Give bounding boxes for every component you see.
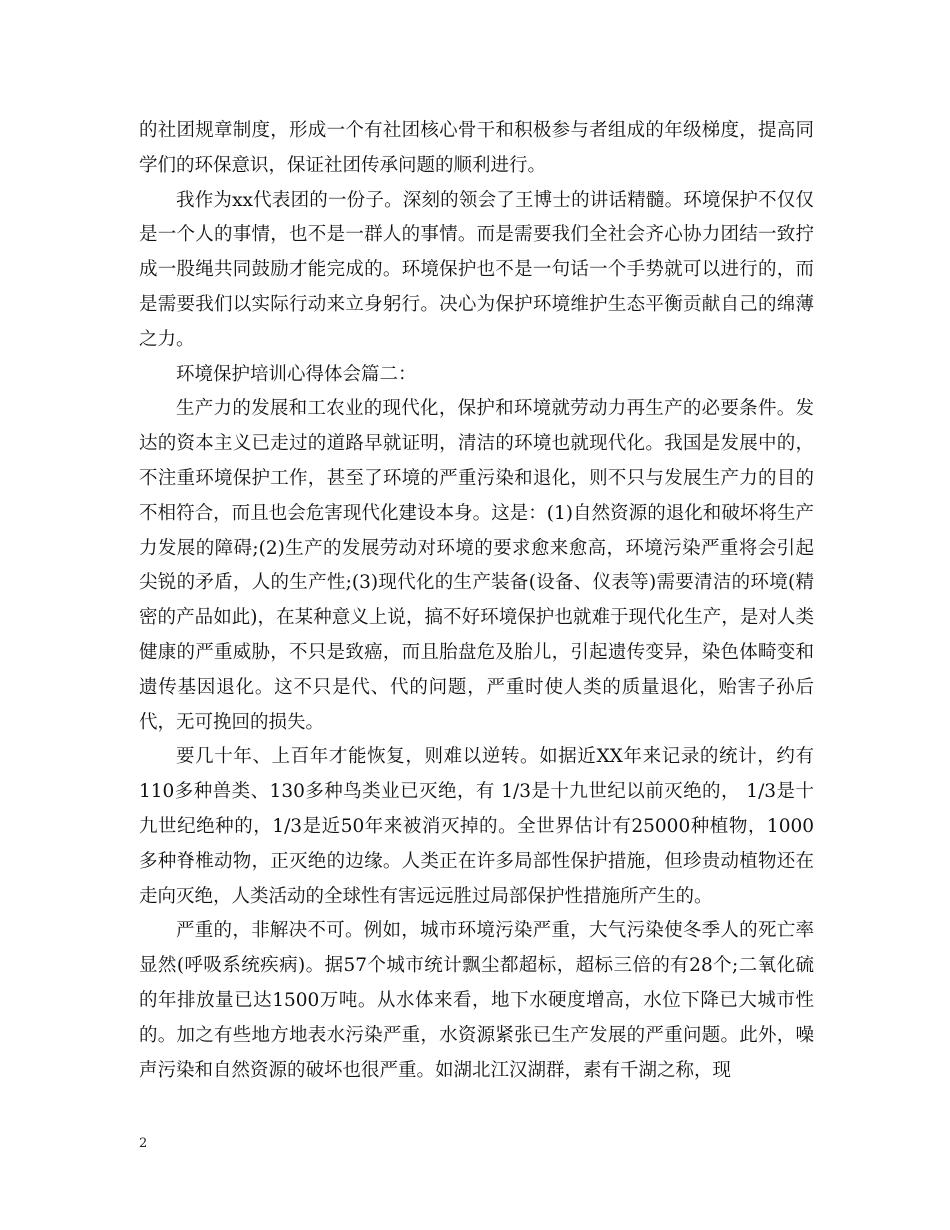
section-heading: 环境保护培训心得体会篇二： [176,363,417,385]
document-body [139,114,814,1088]
paragraph-1: 的社团规章制度，形成一个有社团核心骨干和积极参与者组成的年级梯度，提高同学们的环保意识，保证社团传承问题的顺利进行。 [139,120,814,176]
paragraph-3: 生产力的发展和工农业的现代化，保护和环境就劳动力再生产的必要条件。发达的资本主义已走过的道路早就证明，清洁的环境也就现代化。我国是发展中的，不注重环境保护工作，甚至了环境的严重污染和退化，则不只与发展生产力的目的不相符合，而且也会危害现代化建设本身。这是：(1)自然资源的退化和破坏将生产力发展的障碍;(2)生产的发展劳动对环境的要求愈来愈高，环境污染严重将会引起尖锐的矛盾，人的生产性;(3)现代化的生产装备(设备、仪表等)需要清洁的环境(精密的产品如此)，在某种意义上说，搞不好环境保护也就难于现代化生产，是对人类健康的严重威胁，不只是致癌，而且胎盘危及胎儿，引起遗传变异，染色体畸变和遗传基因退化。这不只是代、代的问题，严重时使人类的质量退化，贻害子孙后代，无可挽回的损失。 [139,398,814,733]
paragraph-4: 要几十年、上百年才能恢复，则难以逆转。如据近XX年来记录的统计，约有110多种兽类、130多种鸟类业已灭绝，有 1/3是十九世纪以前灭绝的， 1/3是十九世纪绝种的，1/3是近50年来被消灭掉的。全世界估计有25000种植物，1000多种脊椎动物，正灭绝的边缘。人类正在许多局部性保护措施，但珍贵动植物还在走向灭绝，人类活动的全球性有害远远胜过局部保护性措施所产生的。 [139,746,814,907]
paragraph-2: 我作为xx代表团的一份子。深刻的领会了王博士的讲话精髓。环境保护不仅仅是一个人的事情，也不是一群人的事情。而是需要我们全社会齐心协力团结一致拧成一股绳共同鼓励才能完成的。环境保护也不是一句话一个手势就可以进行的，而是需要我们以实际行动来立身躬行。决心为保护环境维护生态平衡贡献自己的绵薄之力。 [139,189,814,350]
page-number: 2 [139,1136,148,1151]
paragraph-5: 严重的，非解决不可。例如，城市环境污染严重，大气污染使冬季人的死亡率显然(呼吸系统疾病)。据57个城市统计飘尘都超标，超标三倍的有28个;二氧化硫的年排放量已达1500万吨。从水体来看，地下水硬度增高，水位下降已大城市性的。加之有些地方地表水污染严重，水资源紧张已生产发展的严重问题。此外，噪声污染和自然资源的破坏也很严重。如湖北江汉湖群，素有千湖之称，现 [139,920,814,1081]
